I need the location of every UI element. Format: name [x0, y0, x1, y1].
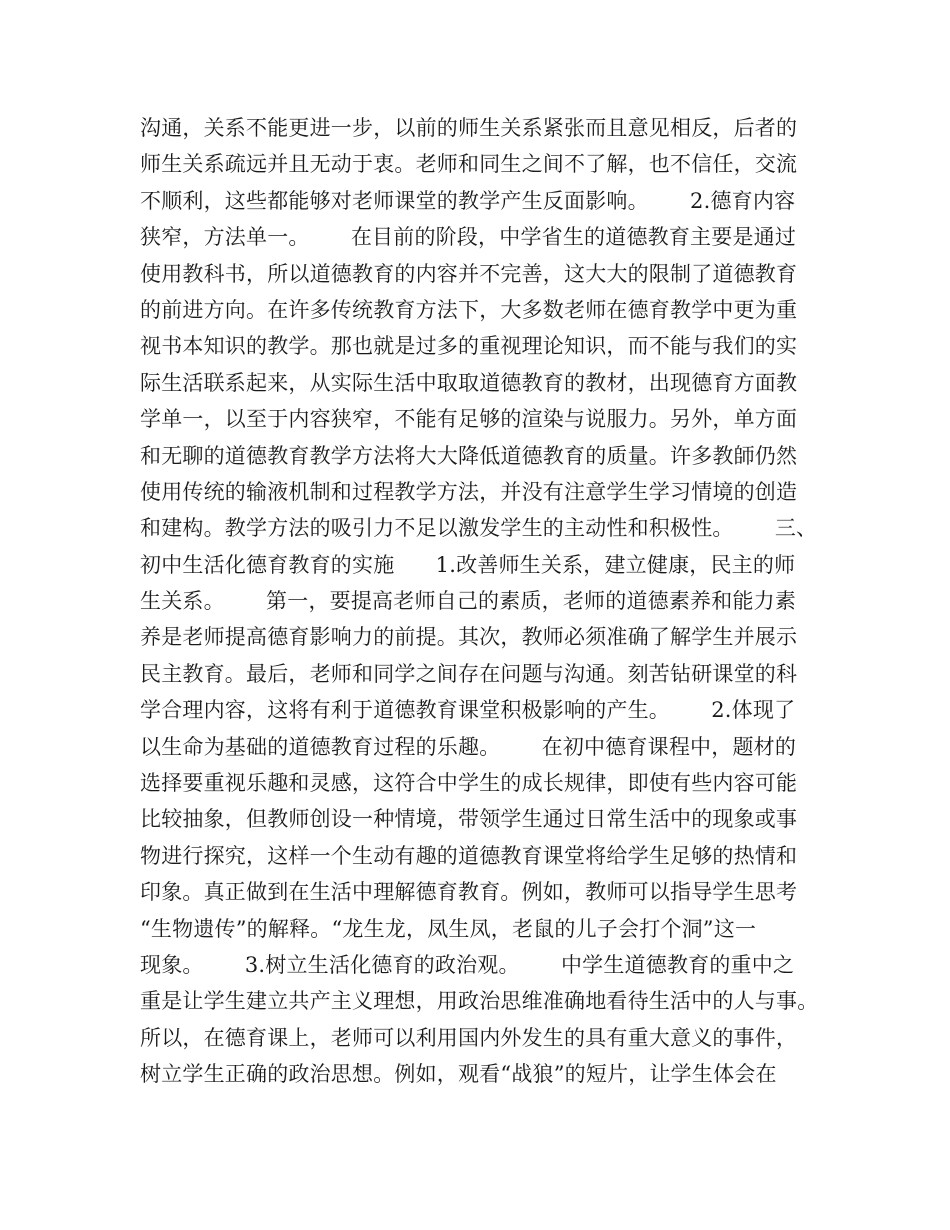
- text-line: 比较抽象，但教师创设一种情境，带领学生通过日常生活中的现象或事: [140, 807, 798, 832]
- text-line: 使用教科书，所以道德教育的内容并不完善，这大大的限制了道德教育: [140, 261, 798, 286]
- text-line: 重是让学生建立共产主义理想，用政治思维准确地看待生活中的人与事。: [140, 989, 819, 1014]
- text-line: 狭窄，方法单一。 在目前的阶段，中学省生的道德教育主要是通过: [140, 225, 797, 250]
- text-line: 视书本知识的教学。那也就是过多的重视理论知识，而不能与我们的实: [140, 334, 798, 359]
- text-line: 学单一，以至于内容狭窄，不能有足够的渲染与说服力。另外，单方面: [140, 407, 798, 432]
- text-line: 和建构。教学方法的吸引力不足以激发学生的主动性和积极性。 三、: [140, 516, 818, 541]
- text-line: “生物遗传”的解释。“龙生龙，凤生凤，老鼠的儿子会打个洞”这一: [140, 916, 757, 941]
- text-line: 际生活联系起来，从实际生活中取取道德教育的教材，出现德育方面教: [140, 370, 798, 395]
- text-line: 和无聊的道德教育教学方法将大大降低道德教育的质量。许多教師仍然: [140, 443, 798, 468]
- text-line: 所以，在德育课上，老师可以利用国内外发生的具有重大意义的事件，: [140, 1025, 798, 1050]
- text-line: 养是老师提高德育影响力的前提。其次，教师必须准确了解学生并展示: [140, 625, 798, 650]
- text-line: 印象。真正做到在生活中理解德育教育。例如，教师可以指导学生思考: [140, 880, 798, 905]
- text-line: 树立学生正确的政治思想。例如，观看“战狼”的短片，让学生体会在: [140, 1062, 777, 1087]
- body-text: [140, 110, 840, 1093]
- text-line: 不顺利，这些都能够对老师课堂的教学产生反面影响。 2.德育内容: [140, 188, 796, 213]
- text-line: 沟通，关系不能更进一步，以前的师生关系紧张而且意见相反，后者的: [140, 116, 798, 140]
- text-line: 以生命为基础的道德教育过程的乐趣。 在初中德育课程中，题材的: [140, 734, 797, 759]
- text-line: 现象。 3.树立生活化德育的政治观。 中学生道德教育的重中之: [140, 952, 795, 977]
- text-line: 民主教育。最后，老师和同学之间存在问题与沟通。刻苦钻研课堂的科: [140, 661, 798, 686]
- text-line: 学合理内容，这将有利于道德教育课堂积极影响的产生。 2.体现了: [140, 698, 796, 723]
- text-line: 师生关系疏远并且无动于衷。老师和同生之间不了解，也不信任，交流: [140, 152, 798, 177]
- text-line: 的前进方向。在许多传统教育方法下，大多数老师在德育教学中更为重: [140, 297, 798, 322]
- text-line: 选择要重视乐趣和灵感，这符合中学生的成长规律，即使有些内容可能: [140, 771, 798, 796]
- text-line: 初中生活化德育教育的实施 1.改善师生关系，建立健康，民主的师: [140, 552, 796, 577]
- text-line: 使用传统的输液机制和过程教学方法，并没有注意学生学习情境的创造: [140, 479, 798, 504]
- text-line: 物进行探究，这样一个生动有趣的道德教育课堂将给学生足够的热情和: [140, 843, 798, 868]
- text-line: 生关系。 第一，要提高老师自己的素质，老师的道德素养和能力素: [140, 589, 797, 614]
